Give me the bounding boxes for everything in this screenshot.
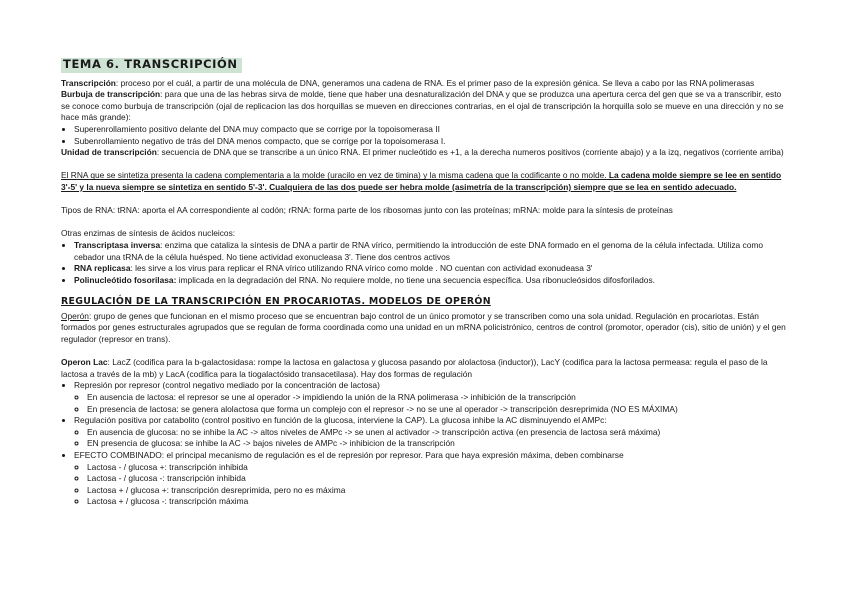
enzima-term: Transcriptasa inversa (74, 239, 161, 250)
list-item: ◦ Lactosa - / glucosa +: transcripción inhibida (87, 462, 789, 474)
list-item (74, 380, 789, 415)
list-item (74, 450, 789, 508)
sub-list (74, 427, 789, 450)
rna-molde-bold: La cadena molde siempre se lee en sentido 3'-5' y la nueva siempre se sintetiza en sentido 5'-3'. Cualquiera de las dos puede ser hebra molde (asimetría de la transcripción) siempre que se lea en sentido adecuado. (61, 170, 782, 192)
list-item: ◦ En ausencia de lactosa: el represor se une al operador -> impidiendo la unión de la RNA polimerasa -> inhibición de la transcripción (87, 392, 789, 404)
page-title: TEMA 6. TRANSCRIPCIÓN (61, 58, 242, 73)
unidad-term: Unidad de transcripción (61, 147, 157, 158)
list-item: ◦ Lactosa + / glucosa -: transcripción máxima (87, 496, 789, 508)
list-item: ◦ Lactosa + / glucosa +: transcripción desreprimida, pero no es máxima (87, 485, 789, 497)
enzima-text: : les sirve a los virus para replicar el RNA vírico utilizando RNA vírico como molde . NO cuentan con actividad exonudeasa 3' (130, 263, 593, 274)
transcripcion-term: Transcripción (61, 77, 116, 88)
unidad-text: : secuencia de DNA que se transcribe a un único RNA. El primer nucleótido es +1, a la derecha numeros positivos (corriente abajo) y a la izq, negativos (corriente arriba) (156, 147, 784, 158)
burbuja-list (61, 124, 789, 147)
rna-molde-paragraph (61, 170, 789, 193)
operon-term: Operón (61, 310, 89, 321)
sub-list (74, 392, 789, 415)
enzima-text: : enzima que cataliza la síntesis de DNA a partir de RNA vírico, permitiendo la introducción de este DNA formado en el genoma de la célula infectada. Utiliza como cebador una tRNA de la célula huésped. No tiene actividad exonucleasa 3'. Tiene dos centros activos (74, 239, 763, 262)
rna-molde-underlined: El RNA que se sintetiza presenta la cadena complementaria a la molde (uracilo en vez de timina) y la misma cadena que la codificante o no molde. (61, 170, 607, 181)
regulacion-list (61, 380, 789, 508)
group-label: EFECTO COMBINADO: el principal mecanismo de regulación es el de represión por represor. Para que haya expresión máxima, deben combinarse (74, 450, 624, 460)
group-label: Represión por represor (control negativo mediado por la concentración de lactosa) (74, 380, 380, 391)
operon-lac-term: Operon Lac (61, 357, 108, 368)
list-item (74, 240, 789, 263)
otras-enzimas-intro: Otras enzimas de síntesis de ácidos nucleicos: (61, 228, 236, 239)
list-item: ◦ Lactosa - / glucosa -: transcripción inhibida (87, 473, 789, 485)
sub-list (74, 462, 789, 508)
transcripcion-paragraph (61, 78, 789, 90)
transcripcion-text: : proceso por el cuál, a partir de una molécula de DNA, generamos una cadena de RNA. Es el primer paso de la expresión génica. Se lleva a cabo por las RNA polimerasas (115, 77, 755, 88)
section-heading: REGULACIÓN DE LA TRANSCRIPCIÓN EN PROCARIOTAS. MODELOS DE OPERÓN (61, 296, 491, 308)
document-page (61, 58, 789, 508)
operon-lac-text: : LacZ (codifica para la b-galactosidasa: rompe la lactosa en galactosa y glucosa pasando por alolactosa (inductor)), LacY (codifica para la lactosa permeasa: regula el paso de la lactosa a través de la mb) y LacA (codifica para la tiogalactósido transacetilasa). Hay dos formas de regulación (61, 357, 768, 379)
operon-paragraph (61, 311, 789, 346)
list-item (74, 263, 789, 275)
enzima-term: Polinucleótido fosorilasa: (74, 274, 177, 285)
enzima-text: implicada en la degradación del RNA. No requiere molde, no tiene una secuencia específica. Usa ribonucleósidos difosforilados. (176, 274, 655, 285)
list-item: ◦ En ausencia de glucosa: no se inhibe la AC -> altos niveles de AMPc -> se unen al activador -> transcripción activa (en presencia de lactosa será máxima) (87, 427, 789, 439)
list-item (74, 275, 789, 287)
burbuja-text: : para que una de las hebras sirva de molde, tiene que haber una desnaturalización del DNA y que se produzca una apertura cerca del gen que se va a transcribir, esto se conoce como burbuja de transcripción (ojal de replicacion las dos horquillas se mueven en direcciones contrarias, en el ojal de transcripción la horquilla solo se mueve en una dirección y no se hace más grande): (61, 89, 784, 123)
burbuja-paragraph (61, 89, 789, 124)
enzima-term: RNA replicasa (74, 263, 131, 274)
operon-text: : grupo de genes que funcionan en el mismo proceso que se encuentran bajo control de un único promotor y se transcriben como una sola unidad. Regulación en procariotas. Están formados por genes estructurales agrupados que se regulan de forma coordinada como una unidad en un mRNA policistrónico, centros de control (promotor, operador (cis), sitio de unión) y el gen regulador (represor en trans). (61, 310, 786, 345)
list-item: ◦ En presencia de lactosa: se genera alolactosa que forma un complejo con el represor -> no se une al operador -> transcripción desreprimida (NO ES MÁXIMA) (87, 404, 789, 416)
tipos-rna-paragraph: Tipos de RNA: tRNA: aporta el AA correspondiente al codón; rRNA: forma parte de los ribosomas junto con las proteínas; mRNA: molde para la síntesis de proteínas (61, 205, 673, 216)
list-item (74, 415, 789, 450)
list-item: • Subenrollamiento negativo de trás del DNA menos compacto, que se corrige por la topoisomerasa I. (74, 136, 789, 148)
otras-enzimas-list (61, 240, 789, 286)
group-label: Regulación positiva por catabolito (control positivo en función de la glucosa, interviene la CAP). La glucosa inhibe la AC disminuyendo el AMPc: (74, 415, 607, 426)
list-item: • Superenrollamiento positivo delante del DNA muy compacto que se corrige por la topoisomerasa II (74, 124, 789, 136)
unidad-paragraph (61, 147, 789, 159)
burbuja-term: Burbuja de transcripción (61, 89, 161, 100)
list-item: ◦ EN presencia de glucosa: se inhibe la AC -> bajos niveles de AMPc -> inhibicion de la transcripción (87, 438, 789, 450)
operon-lac-paragraph (61, 357, 789, 380)
